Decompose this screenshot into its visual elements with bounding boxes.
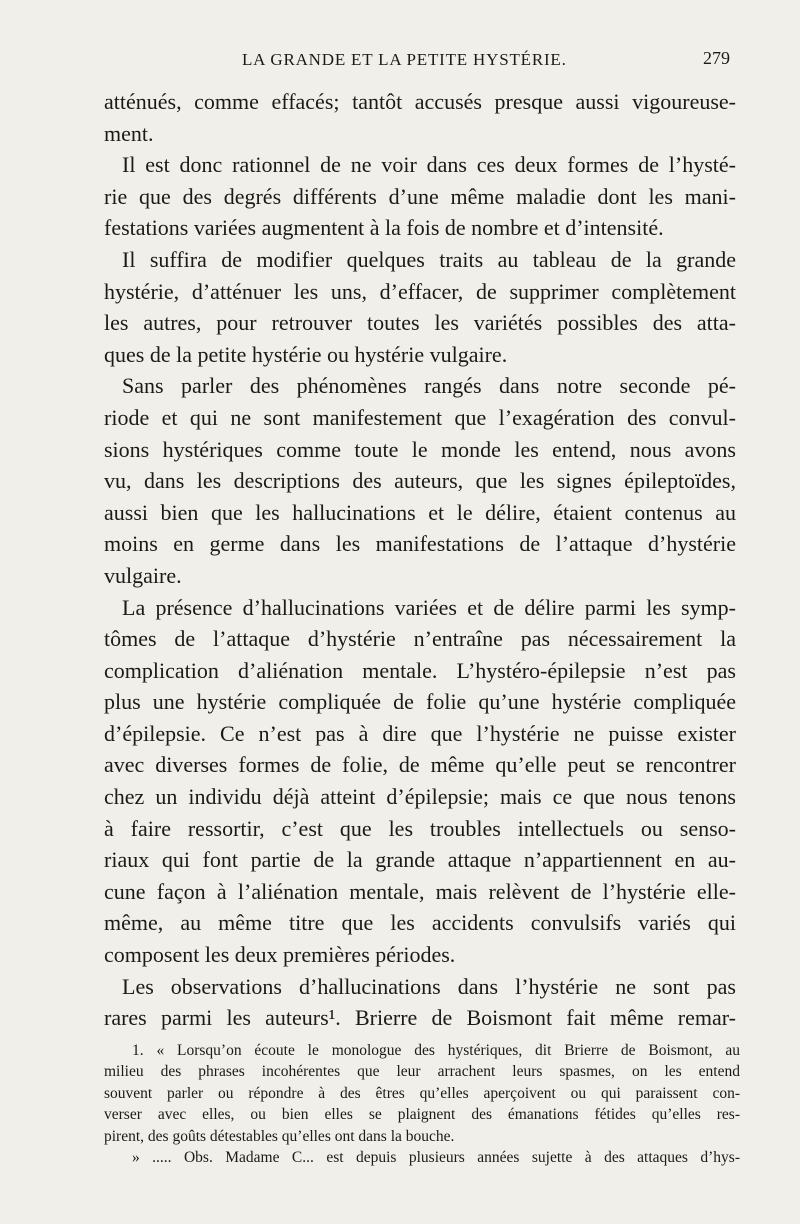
text-line: Il suffira de modifier quelques traits au tableau de la grande [122,246,736,272]
text-line: composent les deux premières périodes. [104,942,456,968]
text-line: Il est donc rationnel de ne voir dans ces deux formes de l’hysté- [122,152,736,178]
text-line: moins en germe dans les manifestations de l’attaque d’hystérie [104,531,736,557]
text-line: à faire ressortir, c’est que les troubles intellectuels ou senso- [104,815,736,841]
text-line: tômes de l’attaque d’hystérie n’entraîne pas nécessairement la [104,626,736,652]
text-line: Les observations d’hallucinations dans l’hystérie ne sont pas [122,973,736,999]
text-line: festations variées augmentent à la fois de nombre et d’intensité. [104,215,664,241]
text-line: plus une hystérie compliquée de folie qu’une hystérie compliquée [104,689,736,715]
text-line: rie que des degrés différents d’une même maladie dont les mani- [104,183,736,209]
text-line: atténués, comme effacés; tantôt accusés presque aussi vigoureuse- [104,89,736,114]
text-line: ques de la petite hystérie ou hystérie vulgaire. [104,341,508,367]
text-line: hystérie, d’atténuer les uns, d’effacer, de supprimer complètement [104,278,736,304]
text-line: avec diverses formes de folie, de même qu’elle peut se rencontrer [104,752,736,778]
text-line: vulgaire. [104,562,182,588]
footnote-line: » ..... Obs. Madame C... est depuis plusieurs années sujette à des attaques d’hys- [132,1148,740,1166]
footnote-line: verser avec elles, ou bien elles se plaignent des émanations fétides qu’elles res- [104,1106,740,1124]
text-line: complication d’aliénation mentale. L’hystéro-épilepsie n’est pas [104,657,736,683]
footnote-line: pirent, des goûts détestables qu’elles ont dans la bouche. [104,1127,455,1145]
page-number: 279 [703,48,730,68]
text-line: vu, dans les descriptions des auteurs, que les signes épileptoïdes, [104,468,736,494]
footnote-line: milieu des phrases incohérentes que leur arrachent leurs spasmes, on les entend [104,1063,740,1081]
text-line: ment. [104,120,154,146]
text-line: riode et qui ne sont manifestement que l’exagération des convul- [104,404,736,430]
text-line: La présence d’hallucinations variées et de délire parmi les symp- [122,594,736,620]
body-text [104,86,736,1034]
text-line: aussi bien que les hallucinations et le délire, étaient contenus au [104,499,736,525]
text-line: cune façon à l’aliénation mentale, mais relèvent de l’hystérie elle- [104,878,736,904]
text-line: les autres, pour retrouver toutes les variétés possibles des atta- [104,310,736,336]
text-line: riaux qui font partie de la grande attaque n’appartiennent en au- [104,847,736,873]
footnote-line: souvent parler ou répondre à des êtres qu’elles aperçoivent ou qui paraissent con- [104,1084,740,1102]
footnotes [104,1040,740,1168]
page-header [100,44,740,74]
text-line: chez un individu déjà atteint d’épilepsie; mais ce que nous tenons [104,784,736,810]
text-line: sions hystériques comme toute le monde les entend, nous avons [104,436,736,462]
text-line: d’épilepsie. Ce n’est pas à dire que l’hystérie ne puisse exister [104,720,736,746]
text-line: même, au même titre que les accidents convulsifs variés qui [104,910,736,936]
footnote-line: 1. « Lorsqu’on écoute le monologue des hystériques, dit Brierre de Boismont, au [132,1042,740,1059]
text-line: Sans parler des phénomènes rangés dans notre seconde pé- [122,373,736,399]
running-title: LA GRANDE ET LA PETITE HYSTÉRIE. [242,50,567,69]
text-line: rares parmi les auteurs¹. Brierre de Boismont fait même remar- [104,1005,736,1031]
